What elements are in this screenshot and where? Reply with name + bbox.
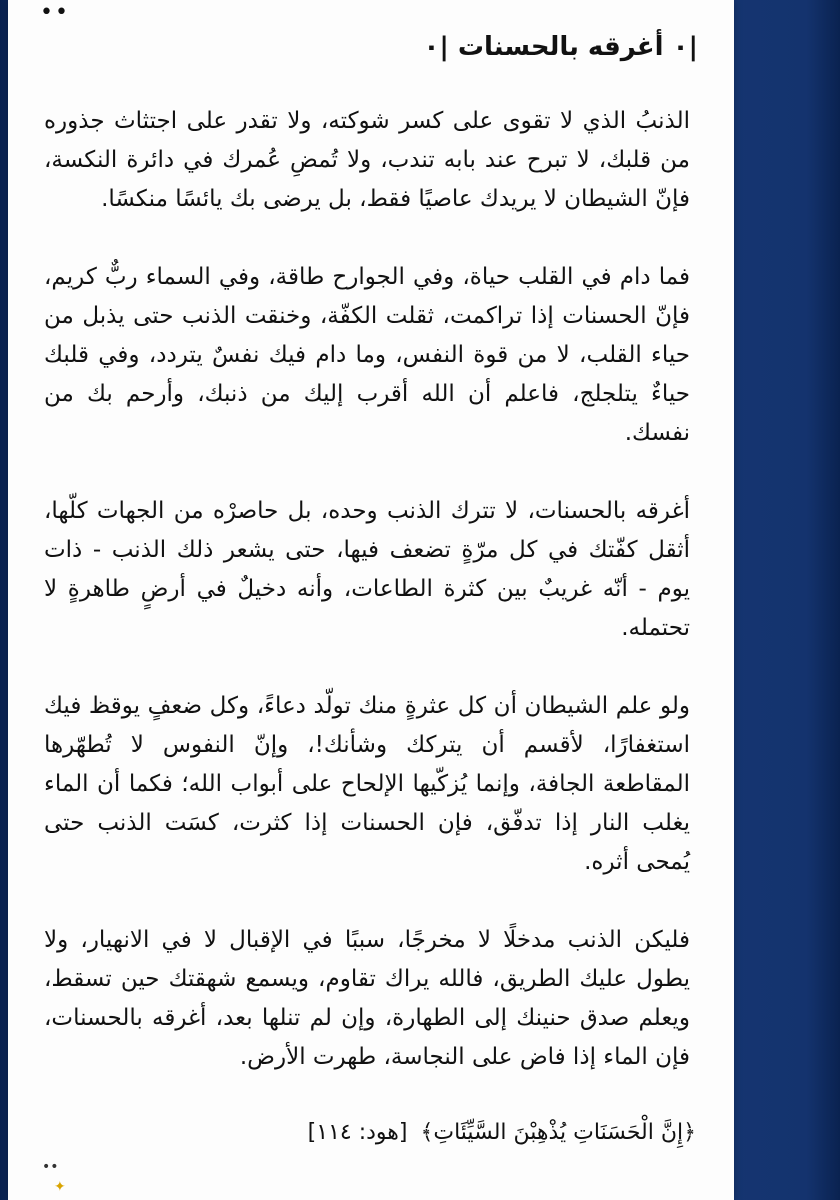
paragraph: ولو علم الشيطان أن كل عثرةٍ منك تولّد دعاءً، وكل ضعفٍ يوقظ فيك استغفارًا، لأقسم أن يتركك وشأنك!، وإنّ النفوس لا تُطهّرها المقاطعة الجافة، وإنما يُزكّيها الإلحاح على أبواب الله؛ فكما أن الماء يغلب النار إذا تدفّق، فإن الحسنات إذا كثرت، كسَت الذنب حتى يُمحى أثره. <box>44 693 690 875</box>
paragraph: الذنبُ الذي لا تقوى على كسر شوكته، ولا تقدر على اجتثاث جذوره من قلبك، لا تبرح عند بابه تندب، ولا تُمضِ عُمرك في دائرة النكسة، فإنّ الشيطان لا يريدك عاصيًا فقط، بل يرضى بك يائسًا منكسًا. <box>44 108 690 212</box>
verse-reference: [هود: ١١٤] <box>307 1120 408 1145</box>
post-content <box>44 30 704 1150</box>
quran-verse <box>44 1116 704 1150</box>
footer-dots: •• <box>42 1159 59 1175</box>
post-title: |٠ أغرقه بالحسنات |٠ <box>423 32 698 62</box>
sparkle-icon: ✦ <box>54 1179 66 1195</box>
post-card <box>8 0 734 1200</box>
verse-text: ﴿إِنَّ الْحَسَنَاتِ يُذْهِبْنَ السَّيِّئَاتِ﴾ <box>420 1120 696 1145</box>
paragraph: فليكن الذنب مدخلًا لا مخرجًا، سببًا في الإقبال لا في الانهيار، ولا يطول عليك الطريق، فالله يراك تقاوم، ويسمع شهقتك حين تسقط، ويعلم صدق حنينك إلى الطهارة، وإن لم تنلها بعد، أغرقه بالحسنات، فإن الماء إذا فاض على النجاسة، طهرت الأرض. <box>44 927 690 1070</box>
paragraph: فما دام في القلب حياة، وفي الجوارح طاقة، وفي السماء ربٌّ كريم، فإنّ الحسنات إذا تراكمت، ثقلت الكفّة، وخنقت الذنب حتى يذبل من حياء القلب، لا من قوة النفس، وما دام فيك نفسٌ يتردد، وفي قلبك حياءٌ يتلجلج، فاعلم أن الله أقرب إليك من ذنبك، وأرحم بك من نفسك. <box>44 264 690 446</box>
paragraph: أغرقه بالحسنات، لا تترك الذنب وحده، بل حاصرْه من الجهات كلّها، أثقل كفّتك في كل مرّةٍ تضعف فيها، حتى يشعر ذلك الذنب - ذات يوم - أنّه غريبٌ بين كثرة الطاعات، وأنه دخيلٌ في أرضٍ طاهرةٍ لا تحتمله. <box>44 498 690 641</box>
corner-dots: •• <box>40 0 70 25</box>
